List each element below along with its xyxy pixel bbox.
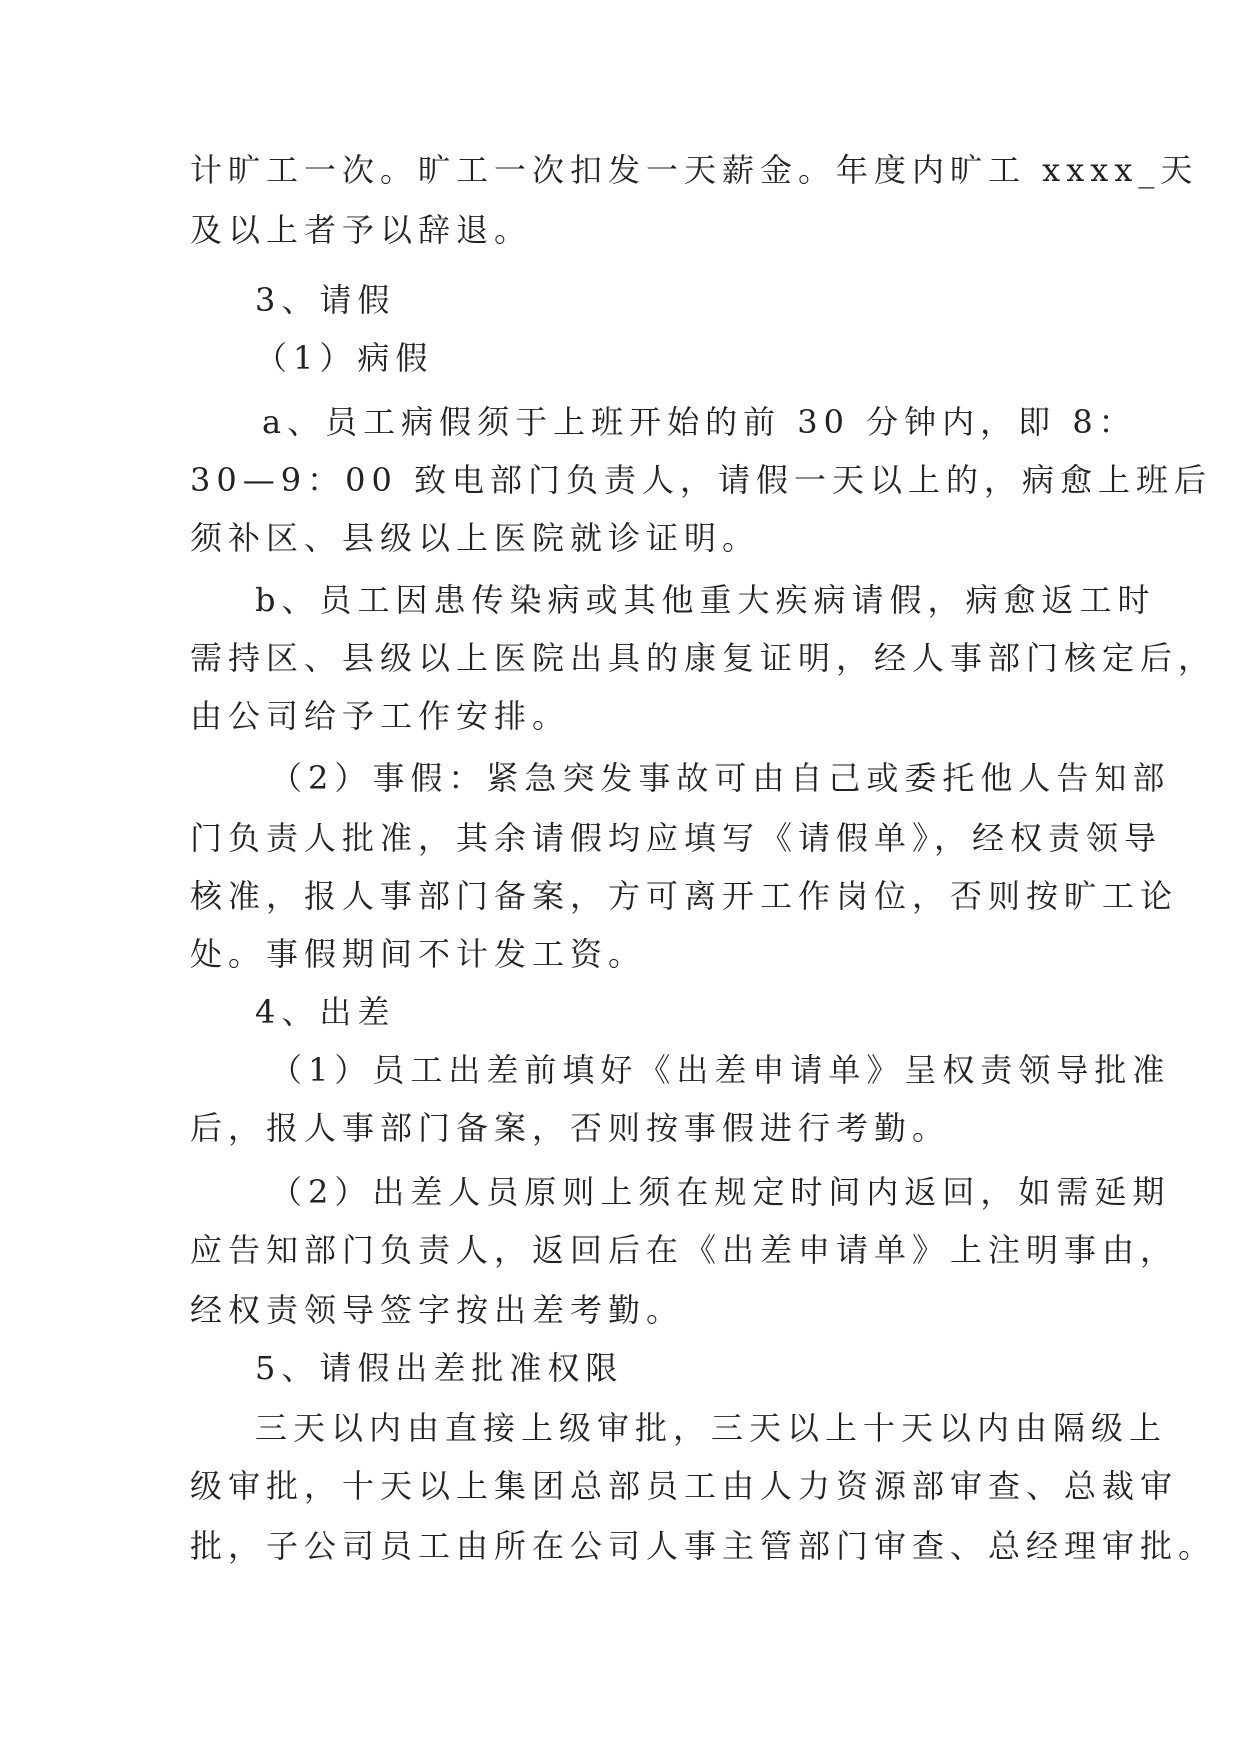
text-line-6: 30—9：00 致电部门负责人，请假一天以上的，病愈上班后	[190, 461, 1212, 499]
text-line-17: 后，报人事部门备案，否则按事假进行考勤。	[190, 1109, 951, 1147]
text-line-13: 核准，报人事部门备案，方可离开工作岗位，否则按旷工论	[190, 877, 1179, 915]
section-heading-business-trip: 4、出差	[255, 993, 396, 1031]
text-line-19: 应告知部门负责人，返回后在《出差申请单》上注明事由，	[190, 1231, 1179, 1269]
text-line-14: 处。事假期间不计发工资。	[190, 935, 647, 973]
text-line-16: （1）员工出差前填好《出差申请单》呈权责领导批准	[270, 1051, 1171, 1089]
subsection-sick-leave: （1）病假	[255, 339, 434, 377]
text-line-18: （2）出差人员原则上须在规定时间内返回，如需延期	[270, 1173, 1171, 1211]
text-line-7: 须补区、县级以上医院就诊证明。	[190, 519, 761, 557]
text-line-9: 需持区、县级以上医院出具的康复证明，经人事部门核定后，	[190, 639, 1217, 677]
text-line-1: 计旷工一次。旷工一次扣发一天薪金。年度内旷工 xxxx_天	[190, 151, 1199, 189]
text-line-5: a、员工病假须于上班开始的前 30 分钟内，即 8：	[262, 403, 1137, 441]
subsection-personal-leave: （2）事假：紧急突发事故可由自己或委托他人告知部	[270, 759, 1171, 797]
section-heading-leave: 3、请假	[255, 281, 396, 319]
text-line-23: 级审批，十天以上集团总部员工由人力资源部审查、总裁审	[190, 1467, 1179, 1505]
text-line-22: 三天以内由直接上级审批，三天以上十天以内由隔级上	[255, 1409, 1168, 1447]
text-line-12: 门负责人批准，其余请假均应填写《请假单》，经权责领导	[190, 819, 1163, 857]
section-heading-approval-authority: 5、请假出差批准权限	[255, 1349, 624, 1387]
text-line-10: 由公司给予工作安排。	[190, 697, 571, 735]
text-line-24: 批，子公司员工由所在公司人事主管部门审查、总经理审批。	[190, 1527, 1217, 1565]
text-line-2: 及以上者予以辞退。	[190, 211, 533, 249]
text-line-8: b、员工因患传染病或其他重大疾病请假，病愈返工时	[255, 581, 1156, 619]
text-line-20: 经权责领导签字按出差考勤。	[190, 1291, 685, 1329]
